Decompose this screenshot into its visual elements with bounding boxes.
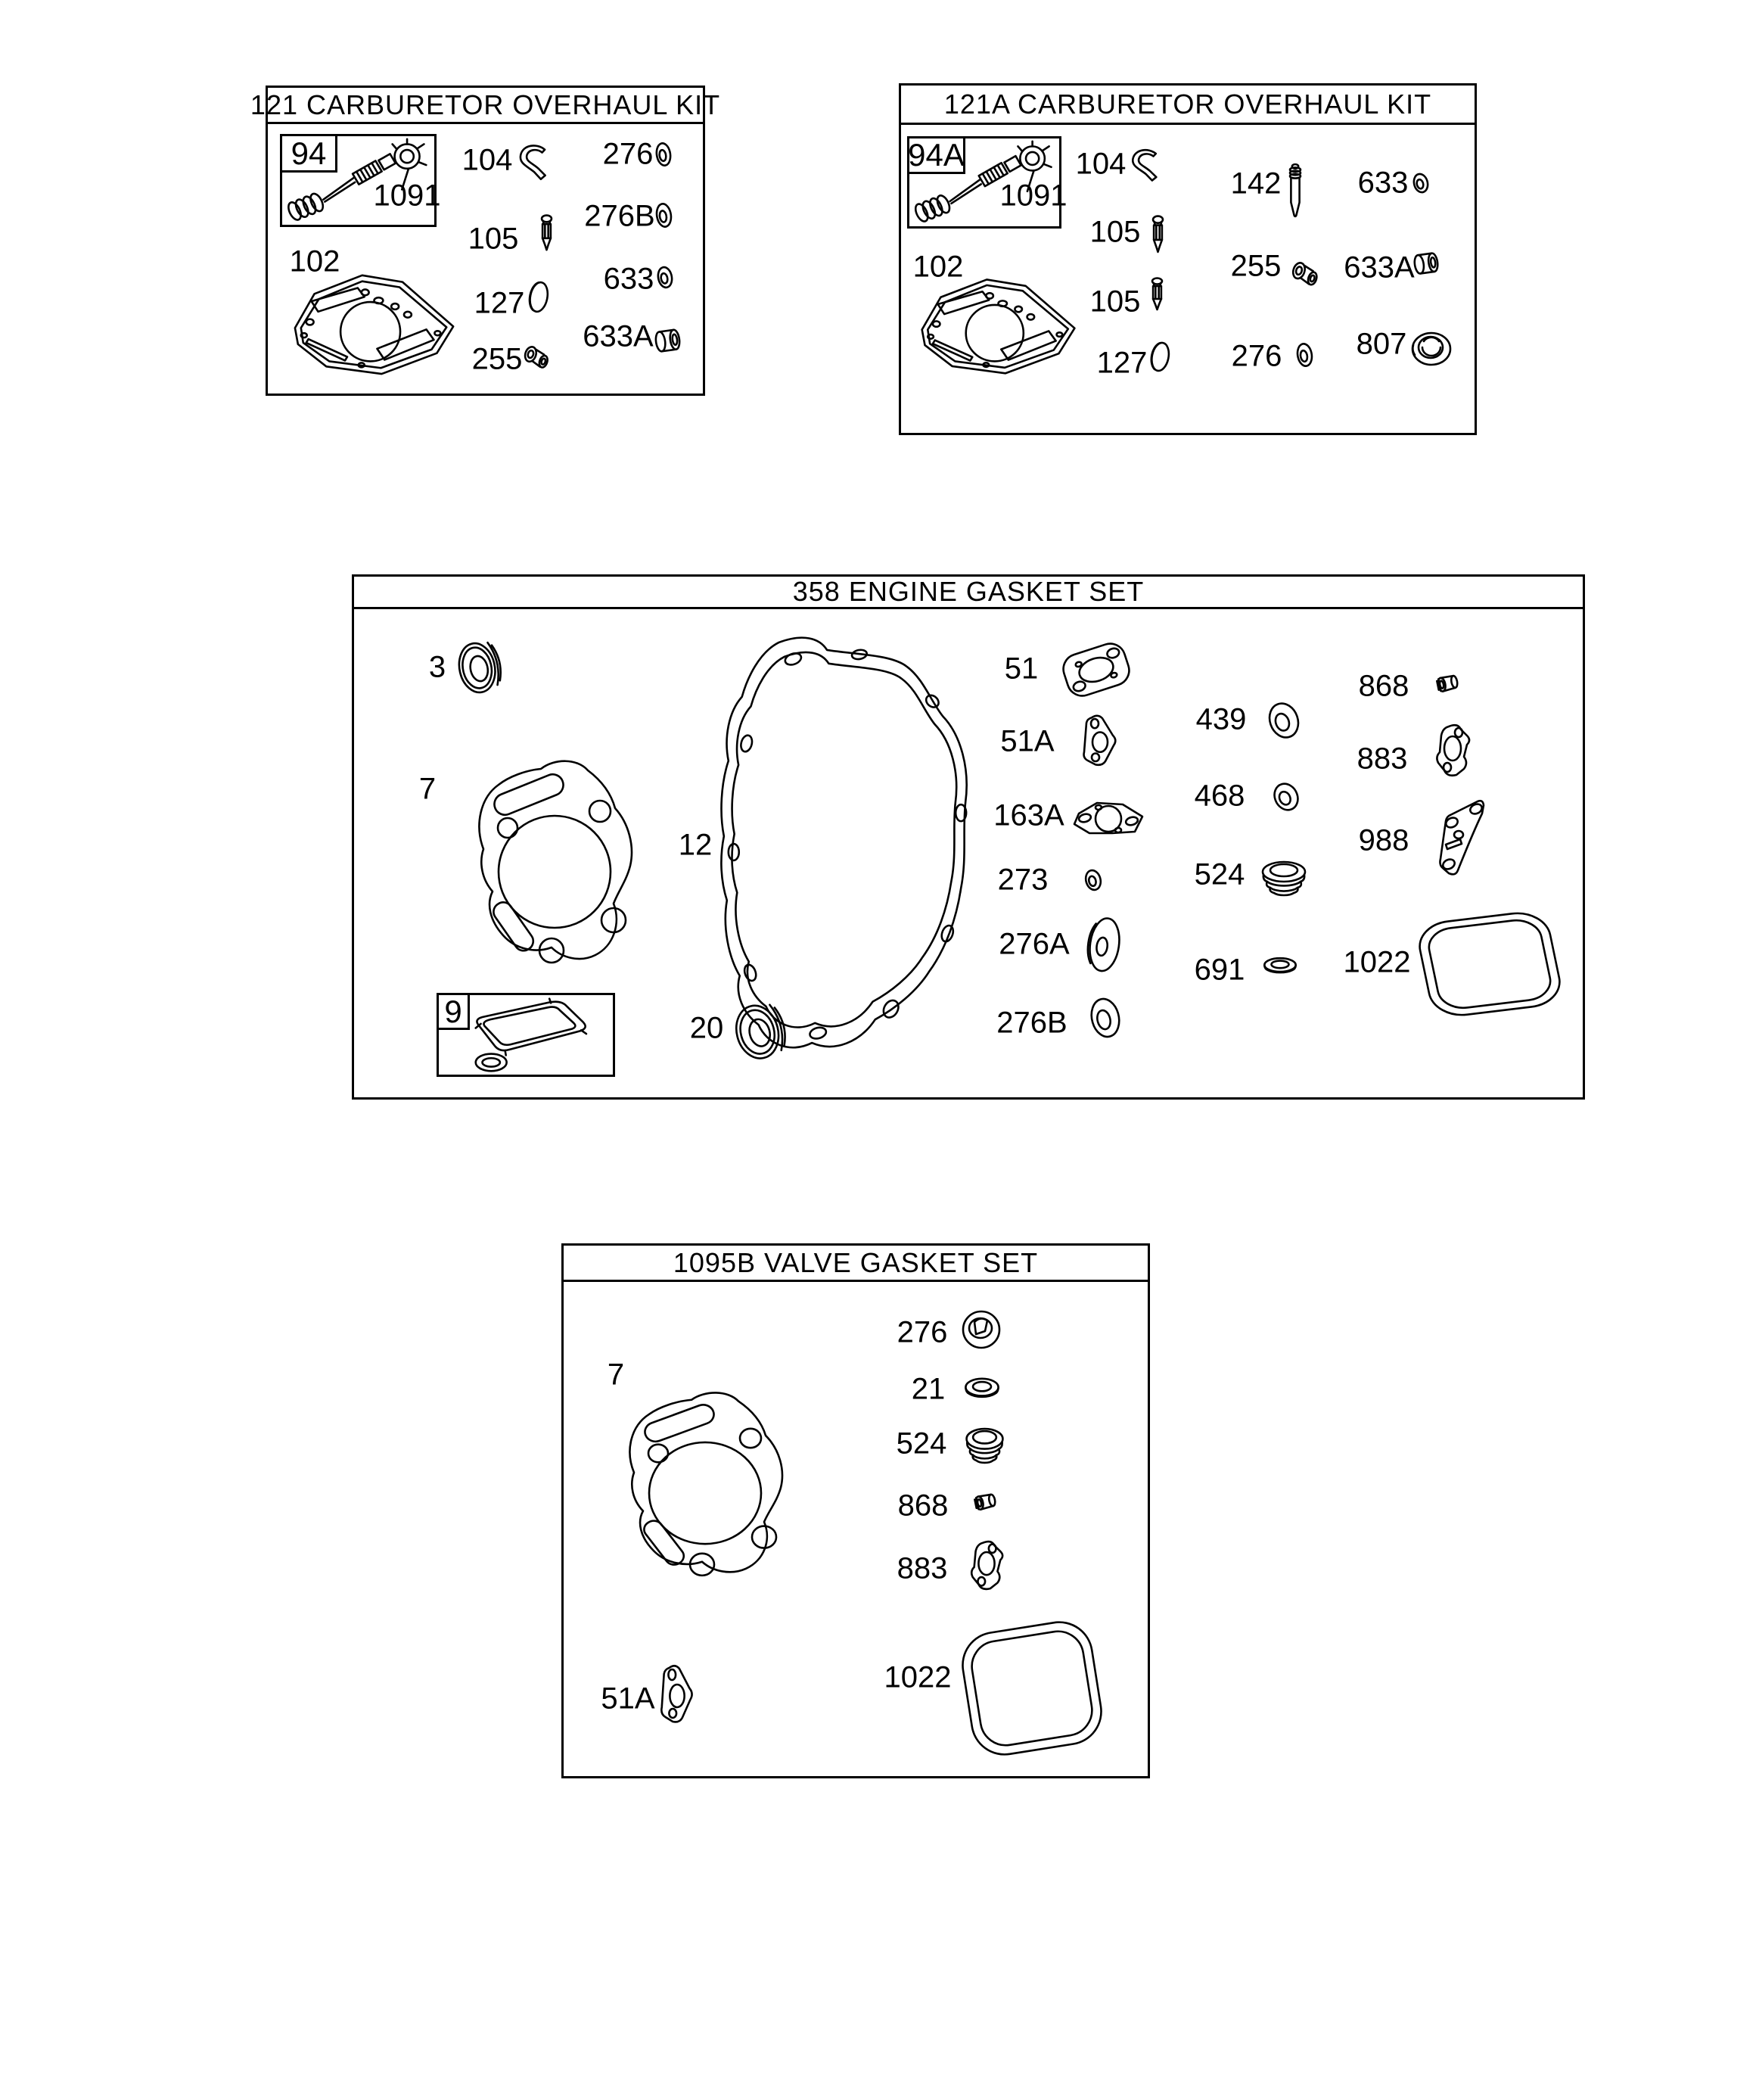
cylinder-drawing	[1412, 250, 1440, 276]
cover-plate-gasket-drawing	[968, 1539, 1005, 1591]
inset-label-box	[282, 136, 337, 173]
kit-box-title: 358 ENGINE GASKET SET	[354, 577, 1583, 609]
part-number-label: 127	[1096, 346, 1148, 380]
plate102-drawing	[290, 269, 459, 377]
oval-disc-drawing	[1147, 341, 1170, 372]
part-number-label: 524	[896, 1426, 947, 1461]
ring-drawing	[654, 202, 674, 229]
kit-box-title: 121 CARBURETOR OVERHAUL KIT	[268, 88, 703, 124]
square-ring-gasket-drawing	[1412, 907, 1568, 1022]
bracket-gasket-drawing	[1079, 714, 1122, 767]
inset-box-9	[437, 993, 615, 1077]
crankcase-gasket-drawing	[705, 632, 984, 1062]
lip-seal-drawing	[729, 998, 796, 1063]
carb-gasket-drawing	[1058, 640, 1135, 699]
part-number-label: 633A	[1344, 250, 1415, 285]
part-number-label: 868	[897, 1489, 949, 1523]
head-gasket-drawing	[459, 751, 641, 978]
kit-box-title: 121A CARBURETOR OVERHAUL KIT	[901, 86, 1475, 125]
hook-drawing	[1124, 148, 1166, 186]
part-number-label: 633A	[583, 319, 654, 353]
part-number-label: 127	[474, 286, 525, 320]
part-number-label: 276	[897, 1315, 948, 1349]
oval-seal-drawing	[1085, 916, 1121, 974]
triangle-gasket-drawing	[1434, 798, 1487, 878]
part-number-label: 633	[603, 262, 654, 296]
oval-disc-drawing	[525, 280, 549, 313]
part-number-label: 276B	[584, 199, 655, 233]
part-number-label: 468	[1194, 779, 1245, 813]
part-number-label: 439	[1195, 702, 1247, 736]
ring-drawing	[1083, 869, 1104, 891]
part-number-label: 524	[1194, 857, 1245, 891]
flat-washer-drawing	[964, 1377, 1000, 1402]
part-number-label: 7	[607, 1358, 625, 1392]
inset-label: 9	[444, 993, 462, 1029]
part-number-label: 104	[1075, 147, 1127, 181]
ring-drawing	[655, 266, 675, 289]
ring-drawing	[1263, 701, 1304, 740]
part-number-label: 691	[1194, 953, 1245, 987]
grommet-drawing	[1411, 331, 1453, 366]
part-number-label: 633	[1357, 166, 1409, 200]
cylinder-drawing	[654, 327, 682, 354]
part-number-label: 21	[911, 1372, 946, 1406]
part-number-label: 102	[289, 244, 340, 278]
small-cylinder-drawing	[1434, 672, 1460, 695]
kit-box-title: 1095B VALVE GASKET SET	[564, 1246, 1148, 1282]
part-number-label: 51A	[1000, 724, 1055, 758]
plug-drawing	[965, 1426, 1005, 1464]
plug-drawing	[1260, 860, 1307, 896]
part-number-label: 51	[1004, 652, 1039, 686]
inset-label: 94A	[908, 137, 965, 173]
part-number-label: 142	[1230, 166, 1282, 201]
cover-plate-gasket-drawing	[1433, 723, 1472, 777]
part-number-label: 807	[1356, 327, 1407, 361]
part-number-label: 163A	[993, 798, 1064, 832]
part-number-label: 105	[1089, 215, 1141, 249]
small-cylinder-drawing	[972, 1491, 998, 1513]
inset-label-box	[439, 995, 470, 1030]
flanged-bushing-drawing	[523, 347, 552, 371]
needle-valve-drawing	[1148, 216, 1168, 259]
flanged-bushing-drawing	[1291, 263, 1321, 288]
ring-drawing	[654, 142, 673, 167]
part-number-label: 255	[1230, 249, 1282, 283]
part-number-label: 273	[997, 863, 1049, 897]
needle-valve-drawing	[536, 215, 557, 257]
part-number-label: 1091	[999, 179, 1068, 213]
part-number-label: 868	[1358, 669, 1409, 703]
head-gasket-drawing	[610, 1383, 791, 1589]
long-screw-drawing	[1285, 163, 1306, 222]
part-number-label: 105	[468, 222, 519, 256]
lip-seal-drawing	[453, 636, 510, 697]
ring-drawing	[1411, 173, 1431, 194]
part-number-label: 276	[1231, 339, 1282, 373]
part-number-label: 988	[1358, 823, 1409, 857]
part-number-label: 51A	[601, 1682, 655, 1716]
plug-grommet-drawing	[961, 1308, 1002, 1350]
part-number-label: 276	[602, 137, 654, 171]
inset-label: 94	[291, 135, 327, 171]
ring-drawing	[1294, 342, 1315, 368]
part-number-label: 1022	[884, 1660, 952, 1694]
hook-drawing	[511, 144, 555, 185]
part-number-label: 276A	[999, 927, 1070, 961]
part-number-label: 883	[897, 1551, 948, 1585]
part-number-label: 1091	[373, 179, 441, 213]
part-number-label: 276B	[996, 1006, 1068, 1040]
bracket-gasket-drawing	[657, 1663, 698, 1724]
ring-drawing	[1270, 782, 1303, 812]
needle-valve-drawing	[1147, 278, 1167, 316]
plate102-drawing	[917, 274, 1080, 376]
flat-washer-drawing	[1263, 957, 1297, 976]
inset-label-box	[909, 138, 965, 174]
part-number-label: 12	[678, 828, 713, 862]
part-number-label: 3	[428, 650, 446, 684]
part-number-label: 1022	[1343, 945, 1411, 979]
manifold-gasket-drawing	[1068, 798, 1148, 838]
part-number-label: 7	[418, 772, 437, 806]
part-number-label: 102	[912, 250, 964, 284]
part-number-label: 883	[1357, 742, 1408, 776]
square-ring-gasket-drawing	[955, 1613, 1109, 1763]
ring-drawing	[1086, 996, 1125, 1040]
part-number-label: 255	[471, 342, 523, 376]
part-number-label: 105	[1089, 285, 1141, 319]
part-number-label: 104	[462, 143, 513, 177]
part-number-label: 20	[689, 1011, 724, 1045]
